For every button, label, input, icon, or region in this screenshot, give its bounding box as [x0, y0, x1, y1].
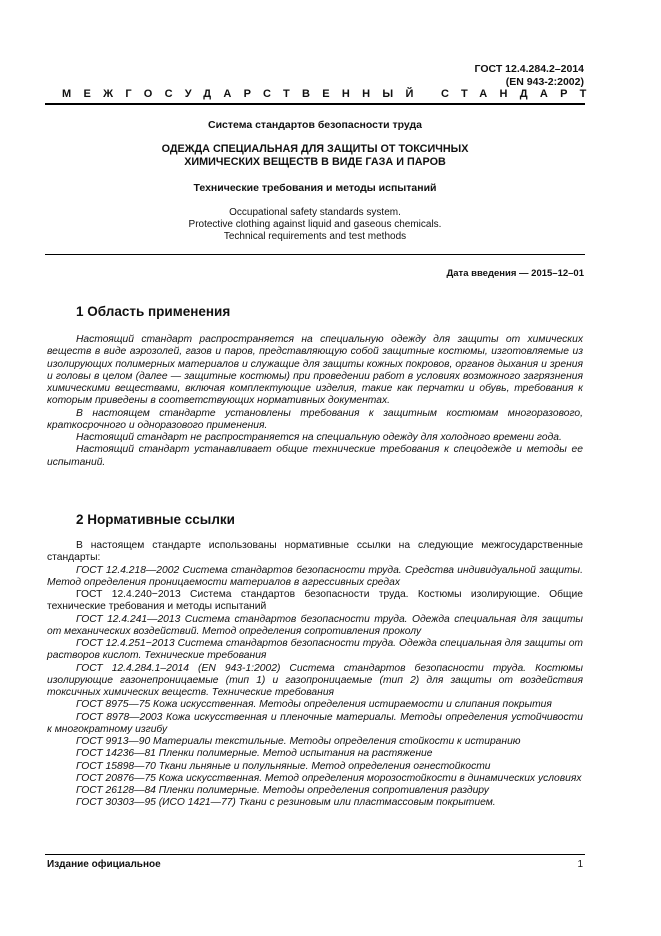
reference-item: ГОСТ 9913—90 Материалы текстильные. Методы определения стойкости к истиранию — [76, 736, 521, 747]
reference-item: ГОСТ 14236—81 Пленки полимерные. Метод испытания на растяжение — [76, 748, 433, 760]
page-number: 1 — [577, 859, 583, 870]
reference-item: ГОСТ 12.4.284.1–2014 (EN 943-1:2002) Система стандартов безопасности труда. Костюмы изолирующие газонепроницаемые (тип 1) и газопроницаемые (тип 2) для защиты от воздействия токсичных химических веществ. Технические требования — [47, 662, 583, 698]
english-title-line: Protective clothing against liquid and gaseous chemicals. — [188, 219, 442, 230]
paragraph: Настоящий стандарт распространяется на специальную одежду для защиты от химических веществ в виде аэрозолей, газов и паров, представляющую собой защитные костюмы, изготовляемые из изолирующих полимерных материалов и служащие для защиты кожных покровов, органов дыхания и зрения и головы в целом (далее — защитные костюмы) при проведении работ в условиях возможного загрязнения химическими веществами, включая комплектующие изделия, такие как перчатки и обувь, требования к которым приведены в соответствующих нормативных документах. — [47, 334, 583, 407]
effective-date: Дата введения — 2015–12–01 — [446, 268, 584, 279]
english-title — [45, 207, 585, 243]
section-heading-scope: 1 Область применения — [76, 304, 231, 319]
standard-code: ГОСТ 12.4.284.2–2014 — [474, 63, 584, 75]
edition-label: Издание официальное — [47, 859, 161, 870]
interstate-standard-banner: МЕЖГОСУДАРСТВЕННЫЙ СТАНДАРТ — [62, 88, 599, 100]
title-rule — [45, 254, 585, 255]
reference-item: ГОСТ 26128—84 Пленки полимерные. Методы определения сопротивления раздиру — [76, 785, 489, 796]
paragraph: Настоящий стандарт устанавливает общие технические требования к спецодежде и методы ее испытаний. — [47, 444, 583, 468]
document-title-line: ХИМИЧЕСКИХ ВЕЩЕСТВ В ВИДЕ ГАЗА И ПАРОВ — [184, 155, 446, 168]
reference-item: ГОСТ 12.4.251−2013 Система стандартов безопасности труда. Одежда специальная для защиты от растворов кислот. Технические требования — [47, 638, 583, 662]
reference-item: ГОСТ 12.4.218—2002 Система стандартов безопасности труда. Средства индивидуальной защиты. Метод определения проницаемости материалов в агрессивных средах — [47, 564, 583, 588]
paragraph: В настоящем стандарте использованы нормативные ссылки на следующие межгосударственные стандарты: — [47, 540, 583, 564]
paragraph: В настоящем стандарте установлены требования к защитным костюмам многоразового, краткосрочного и одноразового применения. — [47, 407, 583, 431]
english-title-line: Occupational safety standards system. — [229, 207, 401, 218]
reference-item: ГОСТ 20876—75 Кожа искусственная. Метод определения морозостойкости в динамических условиях — [76, 772, 582, 784]
paragraph: Настоящий стандарт не распространяется на специальную одежду для холодного времени года. — [76, 432, 562, 443]
document-title-line: ОДЕЖДА СПЕЦИАЛЬНАЯ ДЛЯ ЗАЩИТЫ ОТ ТОКСИЧНЫХ — [161, 143, 469, 155]
system-title: Система стандартов безопасности труда — [207, 119, 423, 131]
footer-rule — [45, 854, 585, 855]
reference-item: ГОСТ 8978—2003 Кожа искусственная и пленочные материалы. Методы определения устойчивости к многократному изгибу — [47, 711, 583, 735]
section-heading-references: 2 Нормативные ссылки — [76, 512, 235, 527]
document-title — [45, 143, 585, 168]
header-rule — [45, 103, 585, 105]
section-body-scope — [47, 334, 583, 469]
reference-item: ГОСТ 30303—95 (ИСО 1421—77) Ткани с резиновым или пластмассовым покрытием. — [76, 797, 496, 809]
english-title-line: Technical requirements and test methods — [223, 231, 407, 242]
reference-item: ГОСТ 12.4.241—2013 Система стандартов безопасности труда. Одежда специальная для защиты от механических воздействий. Метод определения сопротивления проколу — [47, 613, 583, 637]
reference-item: ГОСТ 12.4.240−2013 Система стандартов безопасности труда. Костюмы изолирующие. Общие технические требования и методы испытаний — [47, 589, 583, 613]
section-body-references — [47, 540, 583, 810]
reference-item: ГОСТ 15898—70 Ткани льняные и полульняные. Метод определения огнестойкости — [76, 760, 491, 772]
reference-item: ГОСТ 8975—75 Кожа искусственная. Методы определения истираемости и слипания покрытия — [76, 699, 552, 711]
en-equivalent-code: (EN 943-2:2002) — [505, 76, 584, 88]
document-subtitle: Технические требования и методы испытаний — [193, 182, 437, 194]
